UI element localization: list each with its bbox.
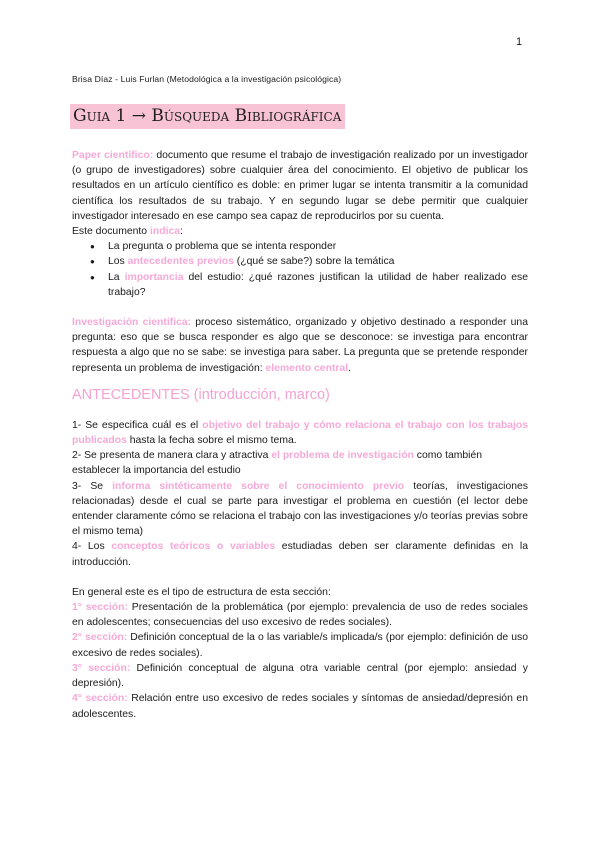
indica-post: :	[180, 226, 183, 238]
investigacion-definition	[72, 315, 528, 376]
list-item	[108, 254, 528, 269]
term-elemento-central: elemento central	[265, 362, 349, 374]
seccion-3	[72, 661, 528, 691]
seccion-2	[72, 630, 528, 660]
bullet3-pre: La	[108, 271, 125, 283]
term-antecedentes-previos: antecedentes previos	[127, 256, 234, 268]
bullet2-pre: Los	[108, 256, 128, 268]
term-conceptos: conceptos teóricos o variables	[111, 541, 276, 553]
seccion-1-text: Presentación de la problemática (por ejemplo: prevalencia de uso de redes sociales en adolescentes; consecuencias del uso excesivo de redes sociales).	[72, 602, 529, 629]
antecedentes-item-4	[72, 539, 528, 569]
term-importancia: importancia	[124, 271, 184, 283]
seccion-1	[72, 600, 528, 630]
paper-bullet-list	[72, 239, 528, 300]
item3-post: teorías, investigaciones relacionadas) desde el cual se parte para investigar el problema en cuestión (el lector debe entender claramente cómo se relaciona el trabajo con las investigaciones y/o teorías previas sobre el mismo tema)	[72, 480, 528, 538]
antecedentes-item-1	[72, 418, 528, 448]
bullet1-text: La pregunta o problema que se intenta responder	[108, 241, 337, 253]
spacer	[72, 405, 528, 418]
document-authors: Brisa Díaz - Luis Furlan (Metodológica a la investigación psicológica)	[72, 74, 342, 84]
spacer	[72, 376, 528, 385]
seccion-4-text: Relación entre uso excesivo de redes sociales y síntomas de ansiedad/depresión en adolescentes.	[72, 693, 528, 720]
item1-pre: 1- Se especifica cuál es el	[72, 419, 203, 431]
document-body	[72, 148, 528, 722]
page-title: Guia 1 → Búsqueda Bibliográfica	[70, 104, 345, 129]
spacer	[72, 570, 528, 585]
bullet2-post: (¿qué se sabe?) sobre la temática	[233, 256, 395, 268]
item4-pre: 4- Los	[72, 541, 112, 553]
paper-text: documento que resume el trabajo de investigación realizado por un investigador (o grupo de investigadores) sobre cualquier área del conocimiento. El objetivo de publicar los resultados en un artículo científico es doble: en primer lugar se intenta transmitir a la comunidad científica los resultados de su trabajo. Y en segundo lugar se debe permitir que cualquier investigador interesado en ese campo sea capaz de reproducirlos por su cuenta.	[72, 150, 528, 222]
item2-pre: 2- Se presenta de manera clara y atractiva	[72, 450, 272, 462]
indica-line	[72, 224, 528, 239]
antecedentes-item-2	[72, 448, 528, 478]
term-paper: Paper científico:	[72, 150, 154, 161]
seccion-3-text: Definición conceptual de alguna otra variable central (por ejemplo: ansiedad y depresión).	[72, 662, 528, 690]
page-number: 1	[516, 36, 523, 48]
antecedentes-heading: ANTECEDENTES (introducción, marco)	[72, 386, 330, 403]
item4-post: estudiadas deben ser claramente definidas en la introducción.	[72, 541, 529, 568]
investigacion-end: .	[348, 362, 351, 374]
seccion-4	[72, 691, 528, 721]
list-item	[108, 239, 528, 254]
list-item	[108, 270, 528, 300]
investigacion-text: proceso sistemático, organizado y objetivo destinado a responder una pregunta: eso que se busca responder es algo que se desconoce: se investiga para encontrar respuesta a algo que no se sabe: se investiga para saber. La pregunta que se pretende responder representa un problema de investigación:	[72, 317, 528, 374]
spacer	[72, 300, 528, 315]
estructura-intro: En general este es el tipo de estructura de esta sección:	[72, 586, 331, 598]
antecedentes-item-3	[72, 479, 528, 540]
seccion-2-text: Definición conceptual de la o las variable/s implicada/s (por ejemplo: definición de uso excesivo de redes sociales).	[72, 632, 528, 659]
item1-post: hasta la fecha sobre el mismo tema.	[126, 435, 297, 447]
term-investigacion: Investigación científica:	[72, 317, 192, 329]
seccion-2-label: 2° sección:	[72, 632, 128, 644]
term-objetivo: objetivo del trabajo y cómo relaciona el trabajo con los trabajos publicados	[72, 419, 529, 447]
seccion-3-label: 3° sección:	[72, 662, 131, 674]
indica-pre: Este documento	[72, 226, 150, 238]
paper-definition	[72, 148, 528, 224]
term-problema: el problema de investigación	[271, 450, 414, 462]
item2-post: como también establecer la importancia del estudio	[72, 450, 483, 477]
item3-pre: 3- Se	[72, 480, 113, 492]
term-indica: indica	[149, 226, 181, 238]
term-conocimiento-previo: informa sintéticamente sobre el conocimiento previo	[112, 480, 405, 492]
bullet3-post: del estudio: ¿qué razones justifican la utilidad de haber realizado ese trabajo?	[108, 271, 529, 298]
seccion-1-label: 1° sección:	[72, 602, 128, 614]
seccion-4-label: 4° sección:	[72, 693, 128, 705]
